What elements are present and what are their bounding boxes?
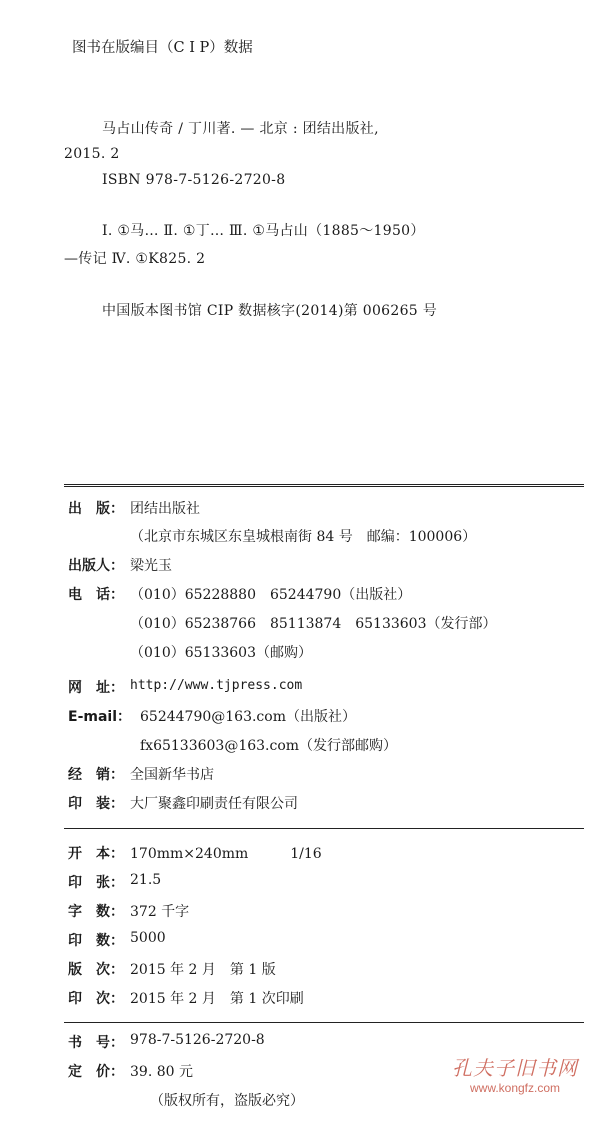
publisher-name: 团结出版社 [130,501,200,517]
publisher-label: 出 版： [68,501,124,517]
distributor-label: 经 销： [68,767,124,783]
watermark-url: www.kongfz.com [469,1081,561,1095]
words-label: 字 数： [68,904,124,920]
watermark-name: 孔夫子旧书网 [452,1056,578,1080]
phone-line3: （010）65133603（邮购） [130,645,312,661]
email-line1: 65244790@163.com（出版社） [140,709,356,725]
price-label: 定 价： [68,1064,124,1080]
words-value: 372 千字 [130,904,190,920]
editor-label: 出版人： [68,558,124,574]
printing-label: 印 次： [68,991,124,1007]
distributor-name: 全国新华书店 [130,767,214,783]
printer-name: 大厂聚鑫印刷责任有限公司 [130,796,298,812]
phone-line1: （010）65228880 65244790（出版社） [130,587,412,603]
sheets-label: 印 张： [68,875,124,891]
cip-isbn: ISBN 978-7-5126-2720-8 [102,172,286,188]
kongfz-watermark [440,1052,590,1095]
cip-date: 2015. 2 [64,146,120,162]
sheets-value: 21.5 [130,872,162,888]
copies-value: 5000 [130,930,166,946]
lower-divider [64,1022,584,1023]
copies-label: 印 数： [68,933,124,949]
cip-bibliographic-line: 马占山传奇 / 丁川著. — 北京 : 团结出版社, [102,121,379,137]
book-number-value: 978-7-5126-2720-8 [130,1032,265,1048]
price-value: 39. 80 元 [130,1064,193,1080]
phone-label: 电 话： [68,587,124,603]
edition-label: 版 次： [68,962,124,978]
format-value: 170mm×240mm 1/16 [130,846,322,862]
cip-title: 图书在版编目（C I P）数据 [72,40,253,56]
edition-value: 2015 年 2 月 第 1 版 [130,962,276,978]
printer-label: 印 装： [68,796,124,812]
format-label: 开 本： [68,846,124,862]
copyright-notice: （版权所有，盗版必究） [150,1093,304,1109]
email-label: E-mail： [68,709,132,725]
top-divider [64,484,584,487]
editor-name: 梁光玉 [130,558,172,574]
cip-classification-line2: —传记 Ⅳ. ①K825. 2 [64,251,206,267]
publisher-address: （北京市东城区东皇城根南街 84 号 邮编：100006） [130,529,477,545]
phone-line2: （010）65238766 85113874 65133603（发行部） [130,616,497,632]
book-number-label: 书 号： [68,1035,124,1051]
website-url: http://www.tjpress.com [130,678,303,693]
cip-classification-line1: Ⅰ. ①马… Ⅱ. ①丁… Ⅲ. ①马占山（1885～1950） [102,223,425,239]
printing-value: 2015 年 2 月 第 1 次印刷 [130,991,304,1007]
middle-divider [64,828,584,829]
cip-catalog-number: 中国版本图书馆 CIP 数据核字(2014)第 006265 号 [102,303,438,319]
email-line2: fx65133603@163.com（发行部邮购） [140,738,398,754]
website-label: 网 址： [68,680,124,696]
